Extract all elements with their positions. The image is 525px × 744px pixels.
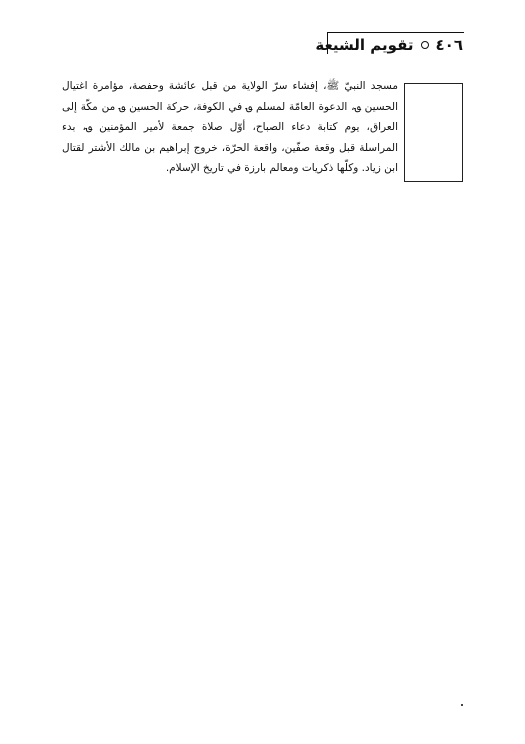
running-header bbox=[315, 36, 463, 54]
page-dot bbox=[461, 704, 463, 706]
page-number: ٤٠٦ bbox=[435, 36, 463, 54]
separator-circle-icon bbox=[421, 41, 429, 49]
body-paragraph: مسجد النبيّ ﷺ، إفشاء سرّ الولاية من قبل عائشة وحفصة، مؤامرة اغتيال الحسين ؈، الدعوة العامّة لمسلم ؈ في الكوفة، حركة الحسين ؈ من مكّة إلى العراق، يوم كتابة دعاء الصباح، أوّل صلاة جمعة لأمير المؤمنين ؈، بدء المراسلة قبل وقعة صفّين، واقعة الحرّة، خروج إبراهيم بن مالك الأشتر لقتال ابن زياد. وكلّها ذكريات ومعالم بارزة في تاريخ الإسلام. bbox=[62, 80, 398, 174]
margin-note-box bbox=[404, 83, 463, 182]
book-title: تقويم الشيعة bbox=[315, 36, 414, 54]
